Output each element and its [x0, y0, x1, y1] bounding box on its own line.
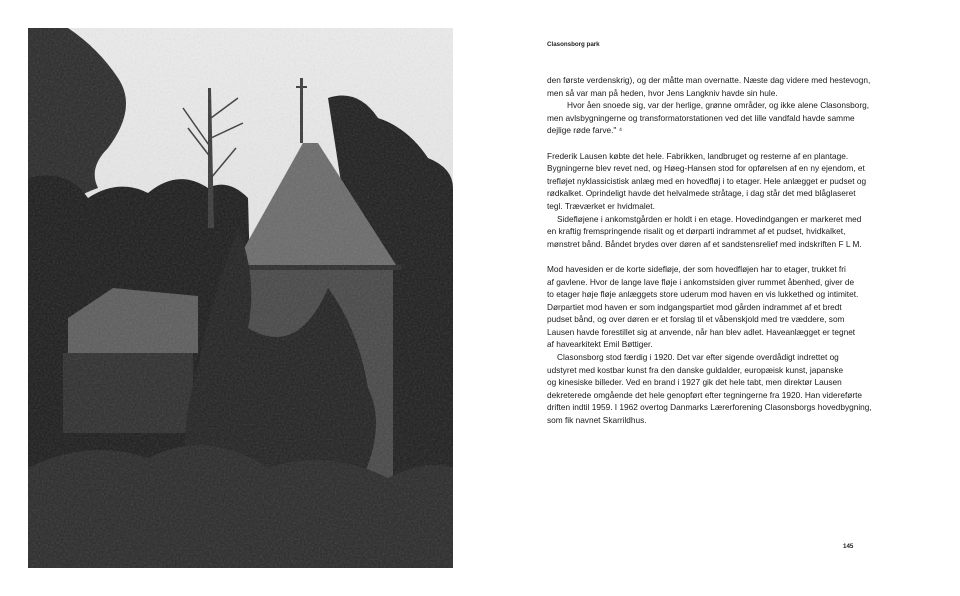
text-line: Bygningerne blev revet ned, og Høeg-Hansen stod for opførelsen af en ny ejendom, et [547, 163, 865, 174]
text-line: men avlsbygningerne og transformatorstationen ved det lille vandfald havde samme [547, 112, 855, 123]
text-line: dejlige røde farve." ⁴ [547, 125, 623, 136]
text-line: mønstret bånd. Båndet brydes over døren af et sandstensrelief med indskriften F L M. [547, 238, 862, 249]
photo-grain [28, 28, 453, 568]
paragraph [547, 351, 872, 427]
text-line: Mod havesiden er de korte sidefløje, der som hovedfløjen har to etager, trukket fri [547, 263, 846, 274]
text-line: trefløjet nyklassicistisk anlæg med en hovedfløj i to etager. Hele anlægget er pudset og [547, 175, 867, 186]
paragraph [547, 263, 867, 351]
paragraph [547, 213, 867, 251]
page-number: 145 [843, 543, 854, 550]
text-line: to etager høje fløje anlæggets store uderum mod haven en vis lukkethed og intimitet. [547, 289, 859, 300]
text-line: Sidefløjene i ankomstgården er holdt i en etage. Hovedindgangen er markeret med [557, 213, 862, 224]
text-line: tegl. Træværket er hvidmalet. [547, 200, 655, 211]
text-line: pudset bånd, og over døren er et forslag til et våbenskjold med tre væddere, som [547, 314, 845, 325]
text-line: og kinesiske billeder. Ved en brand i 1927 gik det hele tabt, men direktør Lausen [547, 377, 842, 388]
photo-illustration [28, 28, 453, 568]
paragraph [547, 150, 867, 213]
text-line: udstyret med kostbar kunst fra den danske guldalder, europæisk kunst, japanske [547, 364, 844, 375]
text-line: Dørpartiet mod haven er som indgangspartiet mod gården indrammet af et bredt [547, 301, 842, 312]
tower-photograph [28, 28, 453, 568]
running-head: Clasonsborg park [547, 41, 600, 48]
text-line: en kraftig fremspringende risalit og et dørparti indrammet af et pudset, hvidkalket, [547, 226, 846, 237]
text-line: rødkalket. Oprindeligt havde det helvalmede stråtage, i dag står det med blåglaseret [547, 188, 856, 199]
text-line: af havearkitekt Emil Bøttiger. [547, 339, 653, 350]
text-line: som fik navnet Skarrildhus. [547, 415, 647, 426]
text-line: men så var man på heden, hvor Jens Langkniv havde sin hule. [547, 87, 778, 98]
body-text [547, 74, 872, 427]
text-line: af gavlene. Hvor de lange lave fløje i ankomstsiden giver rummet åbenhed, giver de [547, 276, 855, 287]
text-line: Lausen havde forestillet sig at anvende, når han blev adlet. Haveanlægget er tegnet [547, 326, 856, 337]
text-line: Hvor åen snoede sig, var der herlige, grønne områder, og ikke alene Clasonsborg, [567, 100, 870, 111]
paragraph-gap [547, 250, 867, 263]
text-line: Clasonsborg stod færdig i 1920. Det var efter sigende overdådigt indrettet og [557, 352, 839, 363]
text-line: den første verdenskrig), og der måtte man overnatte. Næste dag videre med hestevogn, [547, 75, 871, 85]
text-line: dekreterede omgående det hele genopført efter tegningerne fra 1920. Han videreførte [547, 389, 863, 400]
paragraph [547, 99, 870, 137]
text-line: Frederik Lausen købte det hele. Fabrikken, landbruget og resterne af en plantage. [547, 150, 849, 161]
paragraph [547, 74, 871, 99]
paragraph-gap [547, 137, 867, 150]
text-line: driften indtil 1959. I 1962 overtog Danmarks Lærerforening Clasonsborgs hovedbygning, [547, 402, 872, 413]
